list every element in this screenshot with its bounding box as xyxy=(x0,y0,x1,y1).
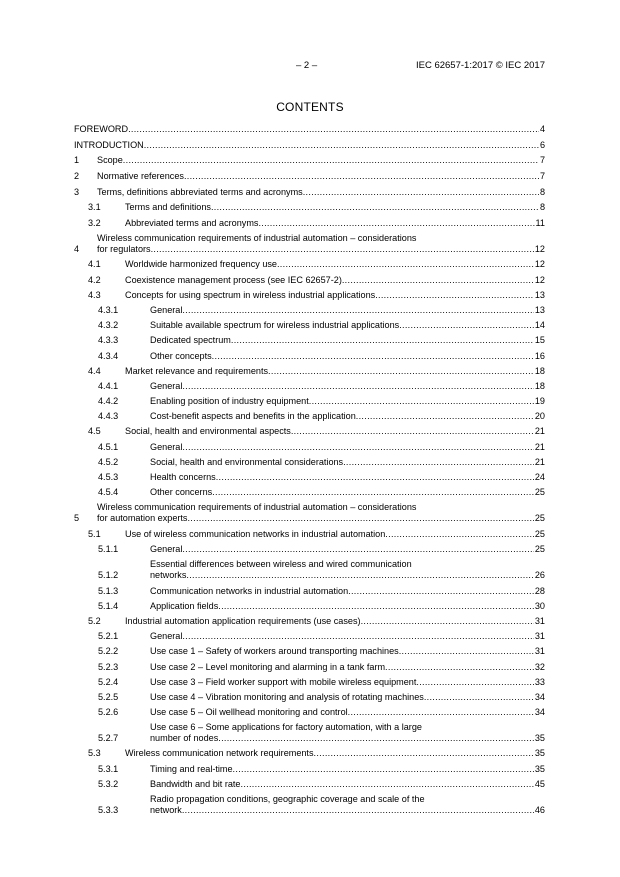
toc-entry-page: 45 xyxy=(534,778,545,789)
toc-entry-page: 19 xyxy=(534,396,545,407)
toc-entry[interactable] xyxy=(74,487,545,498)
dot-leader xyxy=(241,779,534,790)
toc-entry[interactable] xyxy=(74,722,545,744)
toc-entry-page: 12 xyxy=(534,259,545,270)
toc-entry-number: 3 xyxy=(74,186,80,197)
toc-entry-number: 5.3 xyxy=(88,748,101,759)
toc-entry-number: 4.3.4 xyxy=(98,350,119,361)
toc-entry-title: Wireless communication requirements of industrial automation – considerations xyxy=(97,502,417,513)
toc-entry[interactable] xyxy=(74,601,545,612)
toc-entry[interactable] xyxy=(74,335,545,346)
toc-entry-number: 5.2.4 xyxy=(98,676,119,687)
toc-entry-page: 35 xyxy=(534,733,545,744)
dot-leader xyxy=(258,218,534,229)
toc-entry-page: 13 xyxy=(534,304,545,315)
toc-entry[interactable] xyxy=(74,351,545,362)
toc-entry-title: Enabling position of industry equipment xyxy=(150,396,309,407)
toc-entry-page: 31 xyxy=(534,615,545,626)
toc-entry-title: Worldwide harmonized frequency use xyxy=(125,259,277,270)
toc-entry[interactable] xyxy=(74,187,545,198)
toc-entry-number: 4.5.4 xyxy=(98,487,119,498)
toc-entry-number: 4.4.2 xyxy=(98,396,119,407)
toc-entry-number: 5.1.3 xyxy=(98,585,119,596)
toc-entry-number: 5.3.2 xyxy=(98,778,119,789)
toc-entry[interactable] xyxy=(74,305,545,316)
toc-entry[interactable] xyxy=(74,366,545,377)
toc-entry-page: 34 xyxy=(534,707,545,718)
toc-entry-number: 3.1 xyxy=(88,202,101,213)
dot-leader xyxy=(385,529,534,540)
toc-entry-number: 5.1 xyxy=(88,529,101,539)
toc-entry[interactable] xyxy=(74,559,545,581)
toc-entry[interactable] xyxy=(74,616,545,627)
toc-entry-page: 4 xyxy=(539,124,545,134)
toc-entry-page: 28 xyxy=(534,585,545,596)
toc-entry-title: Use case 4 – Vibration monitoring and analysis of rotating machines xyxy=(150,691,424,702)
toc-entry-number: 3.2 xyxy=(88,217,101,228)
dot-leader xyxy=(184,171,539,182)
toc-entry-title: Dedicated spectrum xyxy=(150,335,231,346)
toc-entry-number: 4.1 xyxy=(88,259,101,270)
toc-entry[interactable] xyxy=(74,320,545,331)
toc-entry-page: 16 xyxy=(534,350,545,361)
dot-leader xyxy=(182,442,534,453)
toc-entry-title: Wireless communication requirements of industrial automation – considerations xyxy=(97,232,417,243)
dot-leader xyxy=(277,259,534,270)
standard-reference: IEC 62657-1:2017 © IEC 2017 xyxy=(415,60,545,71)
dot-leader xyxy=(348,586,534,597)
toc-entry[interactable] xyxy=(74,381,545,392)
toc-entry-title: Other concerns xyxy=(150,487,213,498)
toc-entry-page: 7 xyxy=(539,155,545,166)
toc-entry-title: FOREWORD xyxy=(74,124,129,134)
toc-entry-number: 5.2.3 xyxy=(98,661,119,672)
toc-entry-number: 4.3.1 xyxy=(98,304,119,315)
toc-entry-title: Radio propagation conditions, geographic coverage and scale of the xyxy=(150,794,425,804)
toc-entry[interactable] xyxy=(74,748,545,759)
toc-entry-title: General xyxy=(150,631,183,642)
toc-entry-page: 18 xyxy=(534,365,545,376)
toc-entry-page: 31 xyxy=(534,631,545,642)
toc-entry-number: 5.3.3 xyxy=(98,805,119,815)
toc-entry-number: 4.5.2 xyxy=(98,456,119,467)
toc-entry-title: Normative references xyxy=(97,171,184,182)
dot-leader xyxy=(182,305,534,316)
toc-entry-number: 4 xyxy=(74,243,80,254)
toc-entry-page: 25 xyxy=(534,513,545,524)
toc-entry[interactable] xyxy=(74,692,545,703)
toc-entry-page: 21 xyxy=(534,441,545,452)
toc-entry-title: networks xyxy=(150,570,187,581)
toc-entry-title: number of nodes xyxy=(150,733,219,744)
toc-entry-number: 5.2.7 xyxy=(98,733,119,744)
dot-leader xyxy=(233,764,534,775)
toc-entry-number: 5.1.1 xyxy=(98,544,119,555)
dot-leader xyxy=(216,472,534,483)
toc-entry-page: 33 xyxy=(534,676,545,687)
toc-entry[interactable] xyxy=(74,707,545,718)
toc-entry-page: 30 xyxy=(534,600,545,611)
dot-leader xyxy=(182,544,534,555)
dot-leader xyxy=(356,411,534,422)
dot-leader xyxy=(424,692,534,703)
toc-entry-title: Bandwidth and bit rate xyxy=(150,778,241,789)
toc-entry-title: Essential differences between wireless and wired communication xyxy=(150,559,412,570)
toc-entry-number: 4.3.2 xyxy=(98,320,119,331)
toc-entry[interactable] xyxy=(74,218,545,229)
toc-entry-title: Suitable available spectrum for wireless industrial applications xyxy=(150,320,400,331)
dot-leader xyxy=(416,677,534,688)
toc-entry-page: 11 xyxy=(535,217,545,228)
dot-leader xyxy=(218,733,534,744)
toc-entry-title: General xyxy=(150,441,183,452)
toc-entry[interactable] xyxy=(74,662,545,673)
toc-entry-page: 6 xyxy=(539,139,545,150)
dot-leader xyxy=(231,335,534,346)
dot-leader xyxy=(375,290,534,301)
page-header xyxy=(0,60,620,74)
toc-entry-title: Use of wireless communication networks in industrial automation xyxy=(125,529,386,539)
toc-entry-page: 25 xyxy=(534,487,545,498)
dot-leader xyxy=(211,202,539,213)
toc-entry[interactable] xyxy=(74,779,545,790)
toc-entry-title: Use case 3 – Field worker support with mobile wireless equipment xyxy=(150,676,417,687)
toc-entry-number: 4.3.3 xyxy=(98,335,119,346)
toc-entry-title: Market relevance and requirements xyxy=(125,365,269,376)
toc-entry[interactable] xyxy=(74,472,545,483)
toc-entry-number: 4.2 xyxy=(88,274,101,285)
toc-entry[interactable] xyxy=(74,396,545,407)
toc-entry[interactable] xyxy=(74,794,545,816)
toc-entry-title: Other concepts xyxy=(150,350,212,361)
dot-leader xyxy=(182,805,534,816)
toc-entry-title: Social, health and environmental considerations xyxy=(150,456,344,467)
dot-leader xyxy=(268,366,534,377)
toc-entry-title: General xyxy=(150,544,183,555)
dot-leader xyxy=(123,155,539,166)
toc-entry-number: 4.4.1 xyxy=(98,380,119,391)
toc-entry[interactable] xyxy=(74,442,545,453)
toc-entry[interactable] xyxy=(74,544,545,555)
toc-entry-page: 31 xyxy=(534,646,545,657)
toc-entry-title: Use case 2 – Level monitoring and alarming in a tank farm xyxy=(150,661,386,672)
toc-entry[interactable] xyxy=(74,259,545,270)
toc-entry-number: 5.1.2 xyxy=(98,570,119,581)
dot-leader xyxy=(303,187,539,198)
toc-entry-title: General xyxy=(150,380,183,391)
dot-leader xyxy=(187,513,533,524)
toc-entry-page: 32 xyxy=(534,661,545,672)
toc-entry-number: 5.3.1 xyxy=(98,763,119,774)
toc-entry[interactable] xyxy=(74,631,545,642)
dot-leader xyxy=(212,351,534,362)
toc-entry-title: Terms and definitions xyxy=(125,202,211,213)
dot-leader xyxy=(399,646,534,657)
toc-entry-page: 21 xyxy=(534,456,545,467)
toc-entry-number: 4.5.3 xyxy=(98,472,119,483)
toc-entry[interactable] xyxy=(74,502,545,524)
toc-entry[interactable] xyxy=(74,124,545,135)
toc-entry-page: 18 xyxy=(534,380,545,391)
toc-entry-number: 5.2.5 xyxy=(98,691,119,702)
toc-entry-page: 35 xyxy=(534,748,545,759)
toc-entry[interactable] xyxy=(74,529,545,540)
toc-entry-number: 1 xyxy=(74,155,80,166)
toc-entry-page: 14 xyxy=(534,320,545,331)
toc-entry-number: 5.2.6 xyxy=(98,707,119,718)
toc-entry[interactable] xyxy=(74,411,545,422)
dot-leader xyxy=(212,487,534,498)
toc-entry-title: Use case 6 – Some applications for factory automation, with a large xyxy=(150,722,422,733)
toc-entry-title: Coexistence management process (see IEC 62657-2) xyxy=(125,274,342,285)
toc-entry[interactable] xyxy=(74,457,545,468)
toc-entry-page: 15 xyxy=(534,335,545,346)
toc-entry-page: 34 xyxy=(534,691,545,702)
toc-entry[interactable] xyxy=(74,586,545,597)
toc-entry-number: 4.5 xyxy=(88,426,101,437)
toc-entry-title: Use case 1 – Safety of workers around transporting machines xyxy=(150,646,399,657)
dot-leader xyxy=(144,140,539,151)
toc-entry-page: 21 xyxy=(534,426,545,437)
dot-leader xyxy=(186,570,533,581)
dot-leader xyxy=(343,457,534,468)
dot-leader xyxy=(361,616,534,627)
contents-title: CONTENTS xyxy=(276,100,344,114)
toc-entry[interactable] xyxy=(74,140,545,151)
dot-leader xyxy=(348,707,534,718)
toc-entry-page: 12 xyxy=(534,274,545,285)
toc-entry-title: Industrial automation application requirements (use cases) xyxy=(125,615,361,626)
toc-entry-number: 5 xyxy=(74,513,80,524)
dot-leader xyxy=(218,601,534,612)
toc-entry-title: INTRODUCTION xyxy=(74,139,144,150)
toc-entry[interactable] xyxy=(74,764,545,775)
table-of-contents xyxy=(74,124,545,816)
toc-entry-number: 5.2.1 xyxy=(98,631,119,642)
dot-leader xyxy=(385,662,534,673)
toc-entry-number: 4.4.3 xyxy=(98,411,119,422)
toc-entry-number: 5.2 xyxy=(88,615,101,626)
toc-entry-title: Timing and real-time xyxy=(150,763,233,774)
toc-entry-number: 4.4 xyxy=(88,365,101,376)
toc-entry-page: 25 xyxy=(534,544,545,555)
toc-entry-title: Concepts for using spectrum in wireless industrial applications xyxy=(125,289,376,300)
toc-entry[interactable] xyxy=(74,275,545,286)
toc-entry-page: 7 xyxy=(539,171,545,182)
toc-entry[interactable] xyxy=(74,202,545,213)
toc-entry-title: Use case 5 – Oil wellhead monitoring and control xyxy=(150,707,348,718)
toc-entry-page: 25 xyxy=(534,529,545,539)
toc-entry-number: 4.3 xyxy=(88,289,101,300)
dot-leader xyxy=(309,396,534,407)
toc-entry-title: for regulators xyxy=(97,243,151,254)
toc-entry[interactable] xyxy=(74,155,545,166)
toc-entry-title: network xyxy=(150,805,182,815)
toc-entry[interactable] xyxy=(74,677,545,688)
toc-entry[interactable] xyxy=(74,426,545,437)
toc-entry[interactable] xyxy=(74,290,545,301)
toc-entry-title: Communication networks in industrial automation xyxy=(150,585,349,596)
dot-leader xyxy=(291,426,534,437)
dot-leader xyxy=(342,275,534,286)
toc-entry-page: 46 xyxy=(534,805,545,815)
toc-entry-page: 8 xyxy=(539,186,545,197)
toc-entry-page: 20 xyxy=(534,411,545,422)
dot-leader xyxy=(182,631,534,642)
toc-entry-title: Application fields xyxy=(150,600,219,611)
dot-leader xyxy=(128,124,539,135)
toc-entry[interactable] xyxy=(74,171,545,182)
toc-entry-title: Terms, definitions abbreviated terms and acronyms xyxy=(97,186,303,197)
toc-entry-number: 5.2.2 xyxy=(98,646,119,657)
toc-entry-title: Social, health and environmental aspects xyxy=(125,426,291,437)
toc-entry-page: 13 xyxy=(534,289,545,300)
toc-entry-page: 24 xyxy=(534,472,545,483)
toc-entry-title: for automation experts xyxy=(97,513,188,524)
dot-leader xyxy=(399,320,534,331)
dot-leader xyxy=(182,381,534,392)
toc-entry-title: Cost-benefit aspects and benefits in the application xyxy=(150,411,356,422)
toc-entry-number: 5.1.4 xyxy=(98,600,119,611)
toc-entry-title: General xyxy=(150,304,183,315)
toc-entry-title: Health concerns xyxy=(150,472,216,483)
toc-entry[interactable] xyxy=(74,233,545,255)
toc-entry-title: Abbreviated terms and acronyms xyxy=(125,217,259,228)
toc-entry-page: 26 xyxy=(534,570,545,581)
page-number: – 2 – xyxy=(296,60,318,71)
toc-entry[interactable] xyxy=(74,646,545,657)
toc-entry-page: 12 xyxy=(534,243,545,254)
toc-entry-title: Wireless communication network requirements xyxy=(125,748,314,759)
toc-entry-page: 35 xyxy=(534,763,545,774)
toc-entry-page: 8 xyxy=(539,202,545,213)
toc-entry-number: 4.5.1 xyxy=(98,441,119,452)
dot-leader xyxy=(314,748,534,759)
toc-entry-title: Scope xyxy=(97,155,123,166)
toc-entry-number: 2 xyxy=(74,171,80,182)
dot-leader xyxy=(151,244,534,255)
